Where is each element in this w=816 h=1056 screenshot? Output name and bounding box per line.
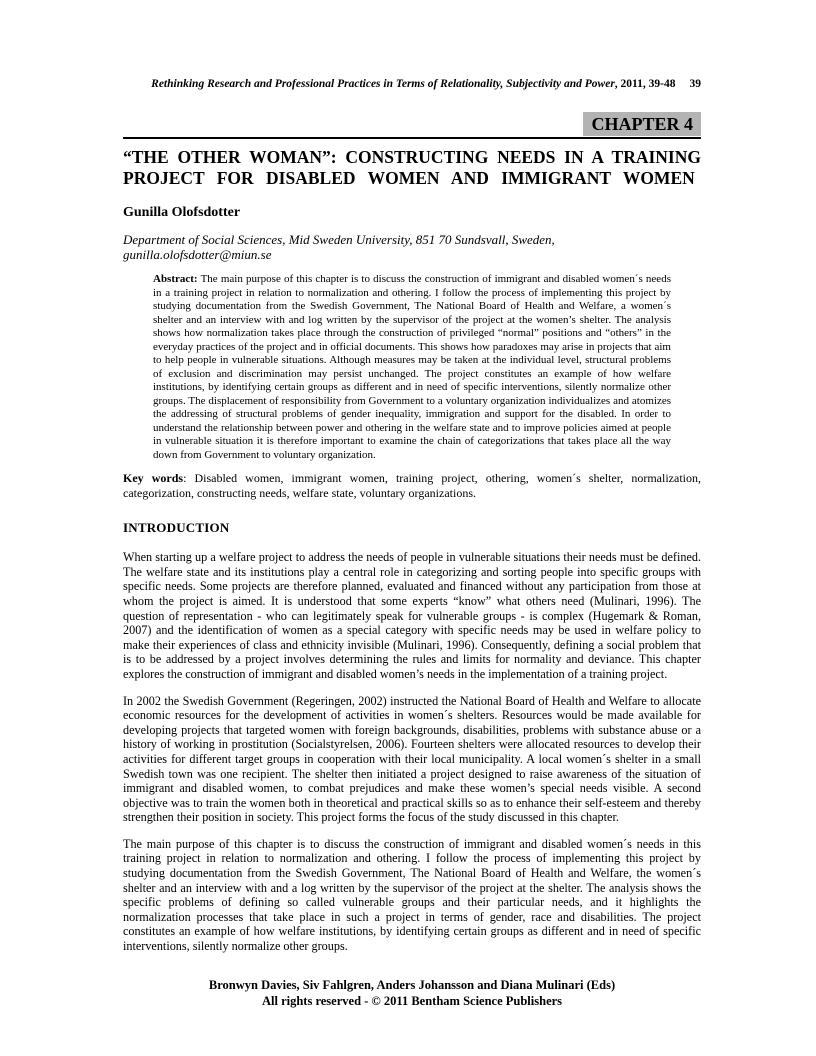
citation-year-pages: , 2011, 39-48 — [614, 78, 676, 90]
chapter-title-line2: PROJECT FOR DISABLED WOMEN AND IMMIGRANT WOMEN — [123, 168, 695, 188]
paragraph-3: The main purpose of this chapter is to discuss the construction of immigrant and disabled women´s needs in this training project in relation to normalization and othering. I follow the process of implementing this project by studying documentation from the Swedish Government, The National Board of Health and Welfare, the women´s shelter and an interview with and a log written by the supervisor of the project at the shelter. The analysis shows the specific problems of defining so called vulnerable groups and their particular needs, and it highlights the normalization processes that take place in such a project in terms of gender, race and disabilities. The project constitutes an example of how welfare institutions, by identifying certain groups as different and in need of specific interventions, silently normalize other groups. — [123, 836, 701, 954]
running-head — [123, 78, 701, 90]
abstract-text: The main purpose of this chapter is to discuss the construction of immigrant and disabled women´s needs in a training project in relation to normalization and othering. I follow the process of implementing this project by studying documentation from the Swedish Government, The National Board of Health and Welfare, a women´s shelter and an interview with and log written by the supervisor of the project at the women’s shelter. The analysis shows how normalization takes place through the construction of privileged “normal” positions and “others” in the everyday practices of the project and in official documents. This shows how paradoxes may arise in projects that aim to help people in vulnerable situations. Although measures may be taken at the individual level, structural problems of exclusion and discrimination may persist unchanged. The project constitutes an example of how welfare institutions, by identifying certain groups as different and in need of specific interventions, silently normalize other groups. The displacement of responsibility from Government to a voluntary organization individualizes and atomizes the addressing of structural problems of gender inequality, immigration and support for the disabled. In order to understand the relationship between power and othering in the welfare state and to improve policies aimed at people in vulnerable situation it is therefore important to examine the chain of categorizations that takes place all the way down from Government to voluntary organization. — [153, 273, 671, 461]
section-heading-introduction: INTRODUCTION — [123, 520, 230, 536]
abstract-label: Abstract: — [153, 273, 198, 285]
author-affiliation: Department of Social Sciences, Mid Sweden University, 851 70 Sundsvall, Sweden, gunilla.olofsdotter@miun.se — [123, 232, 555, 262]
chapter-badge: CHAPTER 4 — [583, 112, 701, 136]
chapter-title — [123, 147, 701, 189]
chapter-badge-row — [123, 112, 701, 136]
page-column — [123, 112, 701, 954]
paragraph-1: When starting up a welfare project to address the needs of people in vulnerable situations their needs must be defined. The welfare state and its institutions play a central role in categorizing and sorting people into specific groups with specific needs. Some projects are therefore planned, evaluated and financed without any participation from those at whom the project is aimed. It is understood that some experts “know” what others need (Mulinari, 1996). The question of representation - who can legitimately speak for vulnerable groups - is complex (Hugemark & Roman, 2007) and the identification of women as a special category with specific needs may be used in welfare policy to make their experiences of class and ethnicity invisible (Mulinari, 1996). Consequently, defining a social problem that is to be addressed by a project involves determining the rules and limits for normality and deviance. This chapter explores the construction of immigrant and disabled women’s needs in the implementation of a training project. — [123, 550, 701, 681]
keywords-text: : Disabled women, immigrant women, training project, othering, women´s shelter, normalization, categorization, constructing needs, welfare state, voluntary organizations. — [123, 471, 701, 500]
author-name: Gunilla Olofsdotter — [123, 205, 241, 220]
footer-editors: Bronwyn Davies, Siv Fahlgren, Anders Johansson and Diana Mulinari (Eds) — [208, 978, 616, 992]
keywords — [123, 471, 701, 500]
header-rule — [123, 137, 701, 139]
footer-copyright: All rights reserved - © 2011 Bentham Science Publishers — [261, 994, 563, 1008]
journal-title: Rethinking Research and Professional Practices in Terms of Relationality, Subjectivity and Power — [151, 78, 615, 90]
abstract — [153, 273, 671, 462]
keywords-label: Key words — [123, 471, 184, 485]
page-number: 39 — [689, 78, 701, 90]
paragraph-2: In 2002 the Swedish Government (Regeringen, 2002) instructed the National Board of Health and Welfare to allocate economic resources for the development of activities in women´s shelters. Resources would be made available for developing projects that targeted women with foreign backgrounds, disabilities, problems with substance abuse or a history of working in prostitution (Socialstyrelsen, 2006). Fourteen shelters were allocated resources to develop their activities for different target groups in cooperation with their local municipality. A local women´s shelter in a small Swedish town was one recipient. The shelter then initiated a project designed to raise awareness of the situation of immigrant and disabled women, to combat prejudices and make these women’s special needs visible. A second objective was to train the women both in theoretical and practical skills so as to enhance their self-esteem and thereby strengthen their position in society. This project forms the focus of the study discussed in this chapter. — [123, 693, 701, 825]
page-footer — [123, 977, 701, 1009]
chapter-title-line1: “THE OTHER WOMAN”: CONSTRUCTING NEEDS IN A TRAINING — [123, 147, 701, 167]
